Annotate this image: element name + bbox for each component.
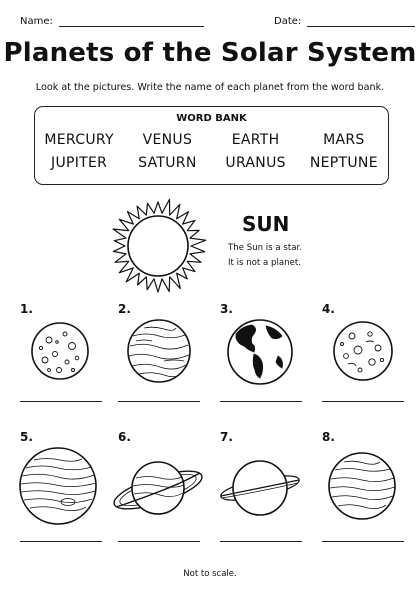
footer-note: Not to scale. xyxy=(183,569,237,579)
planet-item-8 xyxy=(322,430,414,550)
date-label: Date: xyxy=(274,16,302,27)
word-bank-word: URANUS xyxy=(225,155,286,171)
answer-line[interactable] xyxy=(220,541,302,542)
sun-description-line1: The Sun is a star. xyxy=(228,243,302,253)
name-label: Name: xyxy=(20,16,53,27)
uranus-planet-icon xyxy=(218,452,302,524)
answer-line[interactable] xyxy=(20,401,102,402)
planet-number: 7. xyxy=(220,430,233,444)
mercury-planet-icon xyxy=(27,318,93,384)
planet-item-6 xyxy=(118,430,210,550)
sun-icon xyxy=(96,192,220,300)
planet-number: 6. xyxy=(118,430,131,444)
planet-number: 1. xyxy=(20,302,33,316)
sun-description-line2: It is not a planet. xyxy=(228,258,301,268)
name-field[interactable] xyxy=(20,16,204,27)
planet-item-4 xyxy=(322,302,414,422)
planet-number: 3. xyxy=(220,302,233,316)
word-bank-box xyxy=(34,106,389,185)
name-line[interactable] xyxy=(59,17,204,27)
answer-line[interactable] xyxy=(322,401,404,402)
earth-planet-icon xyxy=(224,316,296,388)
answer-line[interactable] xyxy=(118,541,200,542)
mars-planet-icon xyxy=(328,316,398,386)
date-line[interactable] xyxy=(307,17,415,27)
answer-line[interactable] xyxy=(20,541,102,542)
planet-number: 8. xyxy=(322,430,335,444)
venus-planet-icon xyxy=(124,316,194,386)
word-bank-word: EARTH xyxy=(231,132,280,148)
word-bank-title: WORD BANK xyxy=(176,113,247,124)
answer-line[interactable] xyxy=(322,541,404,542)
word-bank-grid xyxy=(35,132,388,171)
instructions: Look at the pictures. Write the name of each planet from the word bank. xyxy=(35,82,385,93)
word-bank-word: MARS xyxy=(323,132,365,148)
planet-item-5 xyxy=(20,430,112,550)
word-bank-word: JUPITER xyxy=(51,155,108,171)
neptune-planet-icon xyxy=(324,448,400,524)
answer-line[interactable] xyxy=(118,401,200,402)
planet-item-1 xyxy=(20,302,112,422)
planet-item-2 xyxy=(118,302,210,422)
word-bank-word: MERCURY xyxy=(44,132,114,148)
planet-number: 4. xyxy=(322,302,335,316)
planet-item-3 xyxy=(220,302,312,422)
date-field[interactable] xyxy=(274,16,415,27)
saturn-planet-icon xyxy=(108,452,208,524)
word-bank-word: VENUS xyxy=(142,132,193,148)
planet-item-7 xyxy=(220,430,312,550)
planet-number: 2. xyxy=(118,302,131,316)
word-bank-word: SATURN xyxy=(138,155,197,171)
page-title: Planets of the Solar System xyxy=(3,38,417,68)
word-bank-word: NEPTUNE xyxy=(309,155,378,171)
planet-number: 5. xyxy=(20,430,33,444)
jupiter-planet-icon xyxy=(16,444,100,528)
answer-line[interactable] xyxy=(220,401,302,402)
sun-title: SUN xyxy=(242,212,290,236)
